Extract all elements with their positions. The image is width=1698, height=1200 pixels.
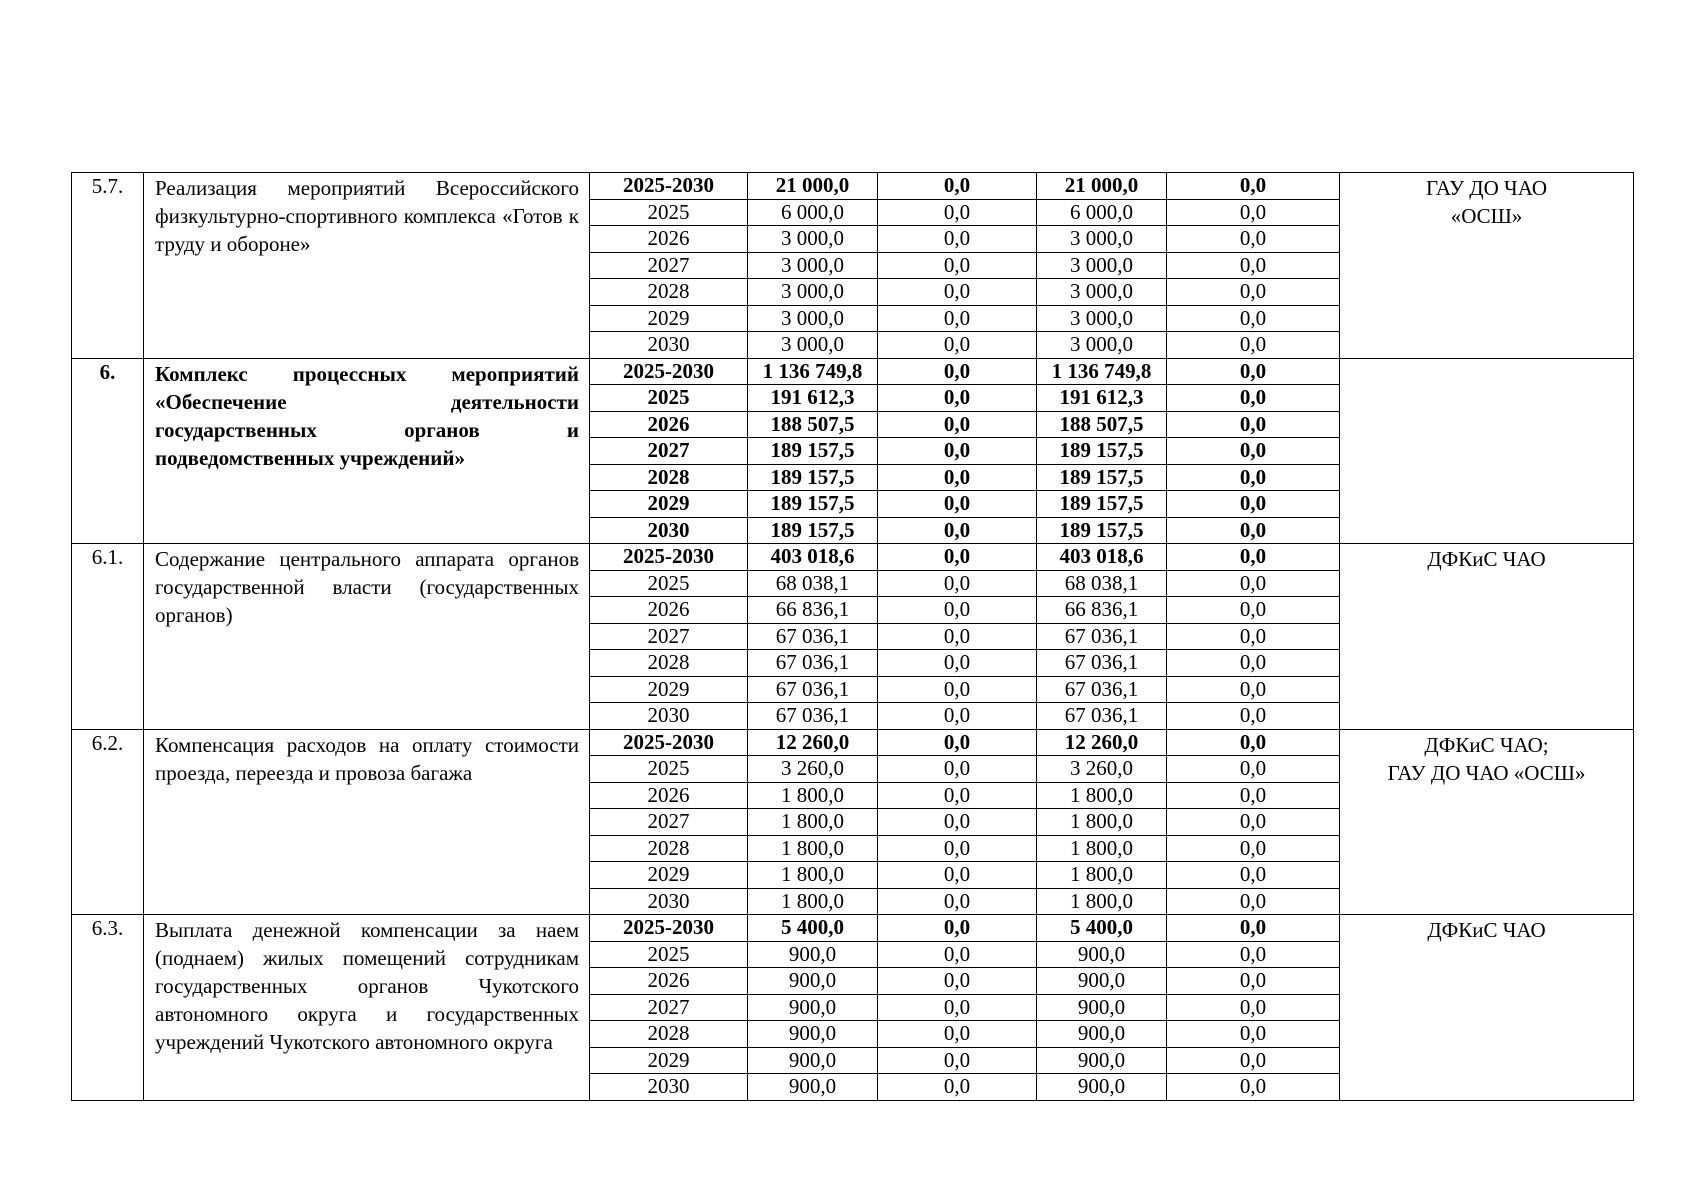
table-section <box>72 173 1634 359</box>
total-amount-cell: 403 018,6 <box>748 544 878 571</box>
item-number: 6. <box>72 358 144 544</box>
executor-line: ДФКиС ЧАО <box>1427 918 1546 942</box>
regional-amount-cell: 12 260,0 <box>1037 729 1167 756</box>
federal-amount-cell: 0,0 <box>878 782 1037 809</box>
item-name: Реализация мероприятий Всероссийского физкультурно-спортивного комплекса «Готов к труду и обороне» <box>144 173 590 359</box>
other-amount-cell: 0,0 <box>1167 941 1340 968</box>
other-amount-cell: 0,0 <box>1167 756 1340 783</box>
executor-line: «ОСШ» <box>1450 204 1523 228</box>
other-amount-cell: 0,0 <box>1167 703 1340 730</box>
period-cell: 2025 <box>590 941 748 968</box>
period-cell: 2027 <box>590 809 748 836</box>
period-cell: 2027 <box>590 438 748 465</box>
regional-amount-cell: 5 400,0 <box>1037 915 1167 942</box>
other-amount-cell: 0,0 <box>1167 597 1340 624</box>
period-cell: 2030 <box>590 703 748 730</box>
regional-amount-cell: 1 800,0 <box>1037 809 1167 836</box>
total-amount-cell: 5 400,0 <box>748 915 878 942</box>
period-cell: 2028 <box>590 1021 748 1048</box>
other-amount-cell: 0,0 <box>1167 835 1340 862</box>
other-amount-cell: 0,0 <box>1167 676 1340 703</box>
period-cell: 2026 <box>590 782 748 809</box>
total-amount-cell: 900,0 <box>748 994 878 1021</box>
total-amount-cell: 189 157,5 <box>748 464 878 491</box>
other-amount-cell: 0,0 <box>1167 1074 1340 1101</box>
regional-amount-cell: 68 038,1 <box>1037 570 1167 597</box>
total-amount-cell: 3 000,0 <box>748 226 878 253</box>
total-amount-cell: 188 507,5 <box>748 411 878 438</box>
federal-amount-cell: 0,0 <box>878 994 1037 1021</box>
item-number: 6.3. <box>72 915 144 1101</box>
table-section <box>72 544 1634 730</box>
executor-cell <box>1340 544 1634 730</box>
period-cell: 2026 <box>590 226 748 253</box>
period-cell: 2030 <box>590 888 748 915</box>
federal-amount-cell: 0,0 <box>878 385 1037 412</box>
regional-amount-cell: 3 260,0 <box>1037 756 1167 783</box>
regional-amount-cell: 189 157,5 <box>1037 464 1167 491</box>
table-section <box>72 729 1634 915</box>
period-cell: 2028 <box>590 650 748 677</box>
total-amount-cell: 3 000,0 <box>748 305 878 332</box>
regional-amount-cell: 900,0 <box>1037 968 1167 995</box>
regional-amount-cell: 900,0 <box>1037 1074 1167 1101</box>
period-cell: 2026 <box>590 597 748 624</box>
regional-amount-cell: 3 000,0 <box>1037 332 1167 359</box>
other-amount-cell: 0,0 <box>1167 358 1340 385</box>
federal-amount-cell: 0,0 <box>878 173 1037 200</box>
total-amount-cell: 1 800,0 <box>748 782 878 809</box>
other-amount-cell: 0,0 <box>1167 1021 1340 1048</box>
total-amount-cell: 900,0 <box>748 968 878 995</box>
total-amount-cell: 21 000,0 <box>748 173 878 200</box>
federal-amount-cell: 0,0 <box>878 597 1037 624</box>
regional-amount-cell: 3 000,0 <box>1037 279 1167 306</box>
regional-amount-cell: 1 136 749,8 <box>1037 358 1167 385</box>
regional-amount-cell: 3 000,0 <box>1037 305 1167 332</box>
item-name: Комплекс процессных мероприятий «Обеспечение деятельности государственных органов и подведомственных учреждений» <box>144 358 590 544</box>
total-amount-cell: 1 800,0 <box>748 835 878 862</box>
total-amount-cell: 900,0 <box>748 1021 878 1048</box>
federal-amount-cell: 0,0 <box>878 517 1037 544</box>
federal-amount-cell: 0,0 <box>878 756 1037 783</box>
total-amount-cell: 191 612,3 <box>748 385 878 412</box>
federal-amount-cell: 0,0 <box>878 464 1037 491</box>
other-amount-cell: 0,0 <box>1167 305 1340 332</box>
federal-amount-cell: 0,0 <box>878 252 1037 279</box>
regional-amount-cell: 900,0 <box>1037 941 1167 968</box>
other-amount-cell: 0,0 <box>1167 888 1340 915</box>
total-amount-cell: 67 036,1 <box>748 703 878 730</box>
other-amount-cell: 0,0 <box>1167 650 1340 677</box>
other-amount-cell: 0,0 <box>1167 915 1340 942</box>
total-amount-cell: 67 036,1 <box>748 676 878 703</box>
federal-amount-cell: 0,0 <box>878 676 1037 703</box>
regional-amount-cell: 189 157,5 <box>1037 517 1167 544</box>
table-row <box>72 544 1634 571</box>
other-amount-cell: 0,0 <box>1167 968 1340 995</box>
other-amount-cell: 0,0 <box>1167 782 1340 809</box>
period-cell: 2029 <box>590 305 748 332</box>
other-amount-cell: 0,0 <box>1167 570 1340 597</box>
federal-amount-cell: 0,0 <box>878 650 1037 677</box>
period-cell: 2026 <box>590 968 748 995</box>
total-amount-cell: 1 136 749,8 <box>748 358 878 385</box>
period-cell: 2025 <box>590 199 748 226</box>
federal-amount-cell: 0,0 <box>878 835 1037 862</box>
other-amount-cell: 0,0 <box>1167 623 1340 650</box>
federal-amount-cell: 0,0 <box>878 1074 1037 1101</box>
other-amount-cell: 0,0 <box>1167 729 1340 756</box>
item-number: 6.2. <box>72 729 144 915</box>
regional-amount-cell: 1 800,0 <box>1037 835 1167 862</box>
total-amount-cell: 3 000,0 <box>748 252 878 279</box>
other-amount-cell: 0,0 <box>1167 385 1340 412</box>
table-row <box>72 729 1634 756</box>
federal-amount-cell: 0,0 <box>878 411 1037 438</box>
period-cell: 2030 <box>590 517 748 544</box>
federal-amount-cell: 0,0 <box>878 226 1037 253</box>
period-cell: 2028 <box>590 835 748 862</box>
total-amount-cell: 900,0 <box>748 1047 878 1074</box>
regional-amount-cell: 3 000,0 <box>1037 226 1167 253</box>
period-cell: 2026 <box>590 411 748 438</box>
other-amount-cell: 0,0 <box>1167 1047 1340 1074</box>
total-amount-cell: 900,0 <box>748 941 878 968</box>
other-amount-cell: 0,0 <box>1167 438 1340 465</box>
period-cell: 2025 <box>590 756 748 783</box>
regional-amount-cell: 189 157,5 <box>1037 491 1167 518</box>
executor-cell <box>1340 729 1634 915</box>
regional-amount-cell: 900,0 <box>1037 1021 1167 1048</box>
period-cell: 2027 <box>590 994 748 1021</box>
regional-amount-cell: 900,0 <box>1037 994 1167 1021</box>
period-cell: 2030 <box>590 1074 748 1101</box>
item-name: Компенсация расходов на оплату стоимости проезда, переезда и провоза багажа <box>144 729 590 915</box>
total-amount-cell: 1 800,0 <box>748 862 878 889</box>
executor-line: ДФКиС ЧАО; <box>1424 732 1549 757</box>
federal-amount-cell: 0,0 <box>878 305 1037 332</box>
total-amount-cell: 3 000,0 <box>748 332 878 359</box>
total-amount-cell: 67 036,1 <box>748 623 878 650</box>
period-cell: 2025 <box>590 385 748 412</box>
regional-amount-cell: 67 036,1 <box>1037 703 1167 730</box>
total-amount-cell: 189 157,5 <box>748 517 878 544</box>
regional-amount-cell: 66 836,1 <box>1037 597 1167 624</box>
regional-amount-cell: 188 507,5 <box>1037 411 1167 438</box>
other-amount-cell: 0,0 <box>1167 491 1340 518</box>
total-amount-cell: 6 000,0 <box>748 199 878 226</box>
federal-amount-cell: 0,0 <box>878 968 1037 995</box>
item-number: 5.7. <box>72 173 144 359</box>
other-amount-cell: 0,0 <box>1167 173 1340 200</box>
regional-amount-cell: 1 800,0 <box>1037 888 1167 915</box>
regional-amount-cell: 900,0 <box>1037 1047 1167 1074</box>
federal-amount-cell: 0,0 <box>878 809 1037 836</box>
period-cell: 2025-2030 <box>590 173 748 200</box>
regional-amount-cell: 67 036,1 <box>1037 623 1167 650</box>
budget-table <box>71 172 1634 1101</box>
executor-line: ГАУ ДО ЧАО <box>1426 176 1547 200</box>
item-number: 6.1. <box>72 544 144 730</box>
other-amount-cell: 0,0 <box>1167 809 1340 836</box>
total-amount-cell: 189 157,5 <box>748 491 878 518</box>
total-amount-cell: 1 800,0 <box>748 809 878 836</box>
federal-amount-cell: 0,0 <box>878 279 1037 306</box>
table-section <box>72 358 1634 544</box>
federal-amount-cell: 0,0 <box>878 941 1037 968</box>
federal-amount-cell: 0,0 <box>878 570 1037 597</box>
executor-cell <box>1340 915 1634 1101</box>
period-cell: 2025-2030 <box>590 544 748 571</box>
regional-amount-cell: 67 036,1 <box>1037 676 1167 703</box>
total-amount-cell: 68 038,1 <box>748 570 878 597</box>
federal-amount-cell: 0,0 <box>878 358 1037 385</box>
regional-amount-cell: 21 000,0 <box>1037 173 1167 200</box>
federal-amount-cell: 0,0 <box>878 491 1037 518</box>
total-amount-cell: 189 157,5 <box>748 438 878 465</box>
period-cell: 2029 <box>590 676 748 703</box>
total-amount-cell: 66 836,1 <box>748 597 878 624</box>
period-cell: 2028 <box>590 279 748 306</box>
regional-amount-cell: 6 000,0 <box>1037 199 1167 226</box>
regional-amount-cell: 67 036,1 <box>1037 650 1167 677</box>
other-amount-cell: 0,0 <box>1167 411 1340 438</box>
period-cell: 2027 <box>590 623 748 650</box>
table-section <box>72 915 1634 1101</box>
period-cell: 2030 <box>590 332 748 359</box>
federal-amount-cell: 0,0 <box>878 703 1037 730</box>
period-cell: 2028 <box>590 464 748 491</box>
table-row <box>72 358 1634 385</box>
total-amount-cell: 3 000,0 <box>748 279 878 306</box>
total-amount-cell: 67 036,1 <box>748 650 878 677</box>
item-name: Выплата денежной компенсации за наем (поднаем) жилых помещений сотрудникам государственных органов Чукотского автономного округа и государственных учреждений Чукотского автономного округа <box>144 915 590 1101</box>
period-cell: 2027 <box>590 252 748 279</box>
regional-amount-cell: 1 800,0 <box>1037 862 1167 889</box>
federal-amount-cell: 0,0 <box>878 862 1037 889</box>
federal-amount-cell: 0,0 <box>878 544 1037 571</box>
period-cell: 2029 <box>590 862 748 889</box>
period-cell: 2029 <box>590 1047 748 1074</box>
federal-amount-cell: 0,0 <box>878 888 1037 915</box>
other-amount-cell: 0,0 <box>1167 199 1340 226</box>
other-amount-cell: 0,0 <box>1167 862 1340 889</box>
federal-amount-cell: 0,0 <box>878 1021 1037 1048</box>
period-cell: 2029 <box>590 491 748 518</box>
total-amount-cell: 900,0 <box>748 1074 878 1101</box>
executor-line: ГАУ ДО ЧАО «ОСШ» <box>1387 760 1586 785</box>
period-cell: 2025-2030 <box>590 729 748 756</box>
executor-line: ДФКиС ЧАО <box>1427 547 1546 571</box>
other-amount-cell: 0,0 <box>1167 332 1340 359</box>
federal-amount-cell: 0,0 <box>878 915 1037 942</box>
total-amount-cell: 3 260,0 <box>748 756 878 783</box>
other-amount-cell: 0,0 <box>1167 226 1340 253</box>
regional-amount-cell: 191 612,3 <box>1037 385 1167 412</box>
table-row <box>72 915 1634 942</box>
total-amount-cell: 1 800,0 <box>748 888 878 915</box>
federal-amount-cell: 0,0 <box>878 623 1037 650</box>
other-amount-cell: 0,0 <box>1167 464 1340 491</box>
other-amount-cell: 0,0 <box>1167 994 1340 1021</box>
total-amount-cell: 12 260,0 <box>748 729 878 756</box>
other-amount-cell: 0,0 <box>1167 517 1340 544</box>
regional-amount-cell: 1 800,0 <box>1037 782 1167 809</box>
period-cell: 2025-2030 <box>590 915 748 942</box>
federal-amount-cell: 0,0 <box>878 438 1037 465</box>
executor-cell <box>1340 173 1634 359</box>
regional-amount-cell: 3 000,0 <box>1037 252 1167 279</box>
period-cell: 2025-2030 <box>590 358 748 385</box>
federal-amount-cell: 0,0 <box>878 729 1037 756</box>
other-amount-cell: 0,0 <box>1167 544 1340 571</box>
other-amount-cell: 0,0 <box>1167 252 1340 279</box>
federal-amount-cell: 0,0 <box>878 1047 1037 1074</box>
executor-cell <box>1340 358 1634 544</box>
regional-amount-cell: 403 018,6 <box>1037 544 1167 571</box>
item-name: Содержание центрального аппарата органов государственной власти (государственных органов) <box>144 544 590 730</box>
regional-amount-cell: 189 157,5 <box>1037 438 1167 465</box>
table-row <box>72 173 1634 200</box>
federal-amount-cell: 0,0 <box>878 199 1037 226</box>
period-cell: 2025 <box>590 570 748 597</box>
federal-amount-cell: 0,0 <box>878 332 1037 359</box>
other-amount-cell: 0,0 <box>1167 279 1340 306</box>
